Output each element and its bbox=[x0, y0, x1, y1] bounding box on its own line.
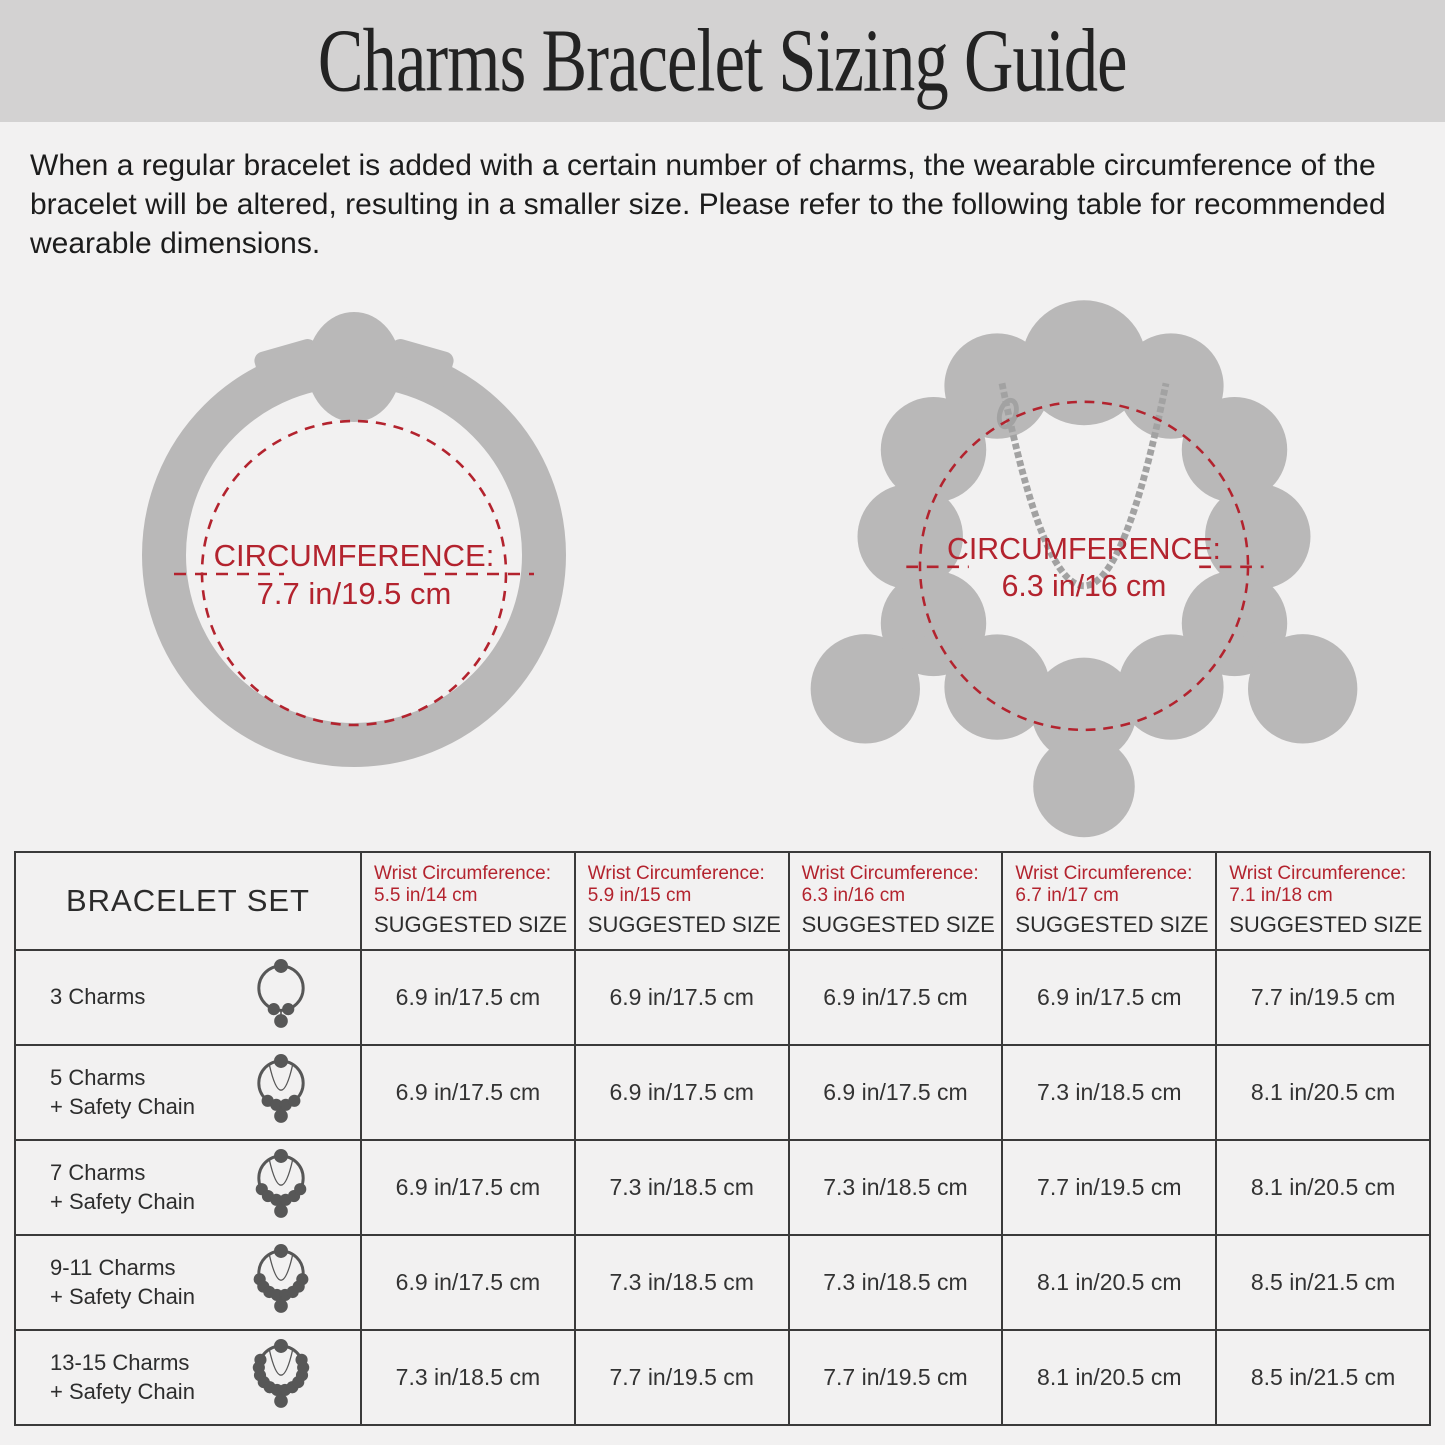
suggested-size-cell: 8.5 in/21.5 cm bbox=[1216, 1235, 1430, 1330]
intro-paragraph: When a regular bracelet is added with a certain number of charms, the wearable circumference of the bracelet will be altered, resulting in a smaller size. Please refer to the following table for recommended wearable dimensions. bbox=[30, 149, 1386, 260]
suggested-size-cell: 6.9 in/17.5 cm bbox=[575, 1045, 789, 1140]
wrist-circumference-measure: 7.1 in/18 cm bbox=[1229, 885, 1333, 907]
suggested-size-cell: 7.3 in/18.5 cm bbox=[1002, 1045, 1216, 1140]
wrist-circumference-header bbox=[1002, 852, 1216, 950]
bracelet-5-charms-safety-chain-icon bbox=[232, 1047, 330, 1139]
wrist-circumference-title: Wrist Circumference: bbox=[1015, 863, 1193, 884]
wrist-circumference-title: Wrist Circumference: bbox=[1229, 863, 1407, 884]
bracelet-set-label: 7 Charms + Safety Chain bbox=[50, 1159, 195, 1214]
suggested-size-cell: 6.9 in/17.5 cm bbox=[361, 950, 575, 1045]
clasp-bead bbox=[307, 312, 401, 422]
dangling-charm bbox=[1033, 736, 1135, 838]
wrist-circumference-header bbox=[575, 852, 789, 950]
diagrams-section bbox=[0, 271, 1445, 849]
dangling-charm bbox=[1248, 634, 1357, 743]
bracelet-set-label: 5 Charms + Safety Chain bbox=[50, 1064, 195, 1119]
wrist-circumference-header bbox=[361, 852, 575, 950]
bracelet-set-cell bbox=[15, 950, 361, 1045]
circumference-value: 7.7 in/19.5 cm bbox=[256, 576, 452, 611]
table-row bbox=[15, 1140, 1430, 1235]
bracelet-9-11-charms-safety-chain-icon bbox=[232, 1237, 330, 1329]
plain-bracelet-silhouette bbox=[34, 283, 674, 789]
bracelet-set-icon bbox=[232, 1332, 330, 1424]
charm-beads-ring bbox=[811, 300, 1358, 837]
wrist-circumference-title: Wrist Circumference: bbox=[374, 863, 552, 884]
suggested-size-cell: 6.9 in/17.5 cm bbox=[361, 1235, 575, 1330]
circumference-label: CIRCUMFERENCE: bbox=[947, 533, 1221, 566]
suggested-size-label: SUGGESTED SIZE bbox=[1229, 911, 1423, 937]
suggested-size-cell: 7.3 in/18.5 cm bbox=[789, 1140, 1003, 1235]
suggested-size-label: SUGGESTED SIZE bbox=[801, 911, 995, 937]
charm-bracelet-silhouette bbox=[757, 271, 1411, 847]
bracelet-set-icon bbox=[232, 1237, 330, 1329]
suggested-size-label: SUGGESTED SIZE bbox=[374, 911, 568, 937]
page-title: Charms Bracelet Sizing Guide bbox=[318, 10, 1127, 110]
bracelet-set-label: 3 Charms bbox=[50, 984, 146, 1010]
bracelet-set-label: 9-11 Charms + Safety Chain bbox=[50, 1254, 195, 1309]
bracelet-set-icon bbox=[232, 1142, 330, 1234]
bracelet-set-cell bbox=[15, 1330, 361, 1425]
bracelet-3-charms-icon bbox=[232, 952, 330, 1044]
bracelet-set-label: 13-15 Charms + Safety Chain bbox=[50, 1349, 195, 1404]
suggested-size-cell: 6.9 in/17.5 cm bbox=[789, 950, 1003, 1045]
circumference-label: CIRCUMFERENCE: bbox=[213, 538, 495, 573]
suggested-size-cell: 7.7 in/19.5 cm bbox=[1216, 950, 1430, 1045]
bracelet-set-cell bbox=[15, 1235, 361, 1330]
bracelet-7-charms-safety-chain-icon bbox=[232, 1142, 330, 1234]
suggested-size-cell: 8.1 in/20.5 cm bbox=[1002, 1330, 1216, 1425]
wrist-circumference-measure: 5.5 in/14 cm bbox=[374, 885, 478, 907]
table-row bbox=[15, 950, 1430, 1045]
wrist-circumference-header bbox=[1216, 852, 1430, 950]
wrist-circumference-measure: 6.7 in/17 cm bbox=[1015, 885, 1119, 907]
bracelet-set-icon bbox=[232, 1047, 330, 1139]
suggested-size-cell: 6.9 in/17.5 cm bbox=[361, 1045, 575, 1140]
suggested-size-cell: 7.3 in/18.5 cm bbox=[575, 1140, 789, 1235]
suggested-size-cell: 7.7 in/19.5 cm bbox=[789, 1330, 1003, 1425]
suggested-size-cell: 8.1 in/20.5 cm bbox=[1216, 1140, 1430, 1235]
title-banner bbox=[0, 0, 1445, 122]
bracelet-set-header: BRACELET SET bbox=[15, 852, 361, 950]
charm-bracelet-figure bbox=[757, 271, 1411, 852]
wrist-circumference-measure: 5.9 in/15 cm bbox=[587, 885, 692, 907]
sizing-table bbox=[14, 851, 1431, 1426]
bracelet-set-cell bbox=[15, 1140, 361, 1235]
wrist-circumference-measure: 6.3 in/16 cm bbox=[801, 885, 906, 907]
suggested-size-cell: 7.3 in/18.5 cm bbox=[361, 1330, 575, 1425]
suggested-size-cell: 8.1 in/20.5 cm bbox=[1002, 1235, 1216, 1330]
suggested-size-cell: 7.7 in/19.5 cm bbox=[1002, 1140, 1216, 1235]
suggested-size-cell: 6.9 in/17.5 cm bbox=[575, 950, 789, 1045]
suggested-size-cell: 6.9 in/17.5 cm bbox=[1002, 950, 1216, 1045]
suggested-size-cell: 7.7 in/19.5 cm bbox=[575, 1330, 789, 1425]
bracelet-set-icon bbox=[232, 952, 330, 1044]
suggested-size-cell: 8.5 in/21.5 cm bbox=[1216, 1330, 1430, 1425]
suggested-size-cell: 7.3 in/18.5 cm bbox=[575, 1235, 789, 1330]
bracelet-13-15-charms-safety-chain-icon bbox=[232, 1332, 330, 1424]
circumference-value: 6.3 in/16 cm bbox=[1001, 570, 1167, 604]
table-row bbox=[15, 1235, 1430, 1330]
suggested-size-cell: 7.3 in/18.5 cm bbox=[789, 1235, 1003, 1330]
suggested-size-cell: 8.1 in/20.5 cm bbox=[1216, 1045, 1430, 1140]
dangling-charm bbox=[811, 634, 920, 743]
wrist-circumference-title: Wrist Circumference: bbox=[801, 863, 979, 884]
wrist-circumference-header bbox=[789, 852, 1003, 950]
suggested-size-cell: 6.9 in/17.5 cm bbox=[361, 1140, 575, 1235]
table-row bbox=[15, 1330, 1430, 1425]
suggested-size-cell: 6.9 in/17.5 cm bbox=[789, 1045, 1003, 1140]
table-row bbox=[15, 1045, 1430, 1140]
suggested-size-label: SUGGESTED SIZE bbox=[587, 911, 781, 937]
suggested-size-label: SUGGESTED SIZE bbox=[1015, 911, 1209, 937]
plain-bracelet-figure bbox=[34, 271, 674, 794]
bracelet-set-cell bbox=[15, 1045, 361, 1140]
wrist-circumference-title: Wrist Circumference: bbox=[587, 863, 765, 884]
table-header-row bbox=[15, 852, 1430, 950]
